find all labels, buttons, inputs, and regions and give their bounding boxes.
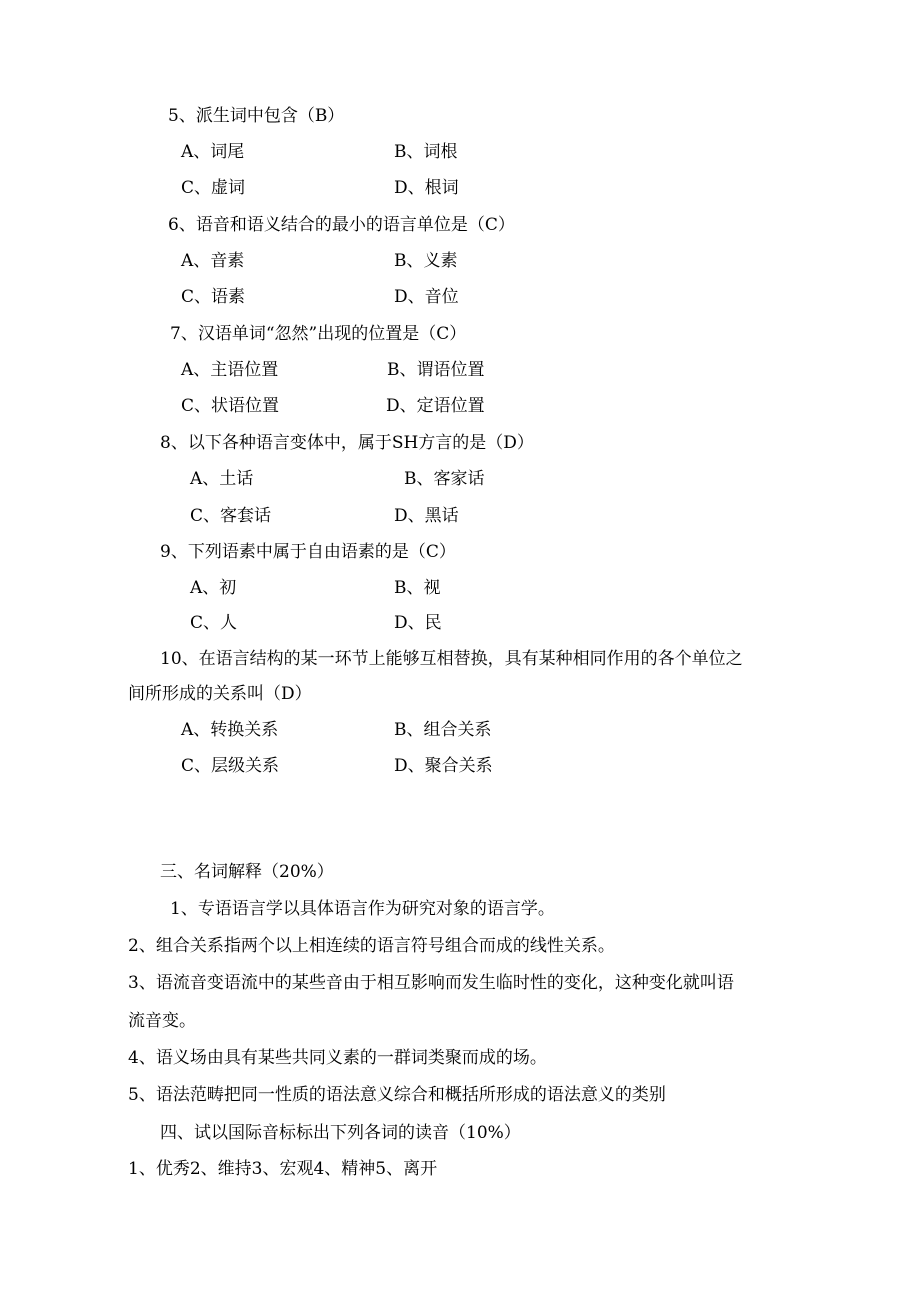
question-6-stem: 6、语音和语义结合的最小的语言单位是（C） xyxy=(168,215,515,235)
question-8-option-a: A、土话 xyxy=(190,469,254,489)
section-3-item-4: 4、语义场由具有某些共同义素的一群词类聚而成的场。 xyxy=(128,1048,547,1068)
question-5-option-b: B、词根 xyxy=(394,142,458,162)
section-4-heading: 四、试以国际音标标出下列各词的读音（10%） xyxy=(160,1123,521,1143)
question-7-option-c: C、状语位置 xyxy=(181,396,280,416)
question-8-option-c: C、客套话 xyxy=(190,506,272,526)
question-9-option-c: C、人 xyxy=(190,613,238,633)
question-10-stem-line2: 间所形成的关系叫（D） xyxy=(128,684,312,704)
question-7-option-d: D、定语位置 xyxy=(386,396,485,416)
question-9-stem: 9、下列语素中属于自由语素的是（C） xyxy=(160,542,456,562)
question-6-option-b: B、义素 xyxy=(394,251,458,271)
question-8-option-d: D、黑话 xyxy=(394,506,459,526)
question-5-option-d: D、根词 xyxy=(394,178,459,198)
question-8-option-b: B、客家话 xyxy=(404,469,485,489)
question-6-option-a: A、音素 xyxy=(181,251,245,271)
question-9-option-d: D、民 xyxy=(394,613,442,633)
question-5-option-a: A、词尾 xyxy=(181,142,245,162)
question-6-option-c: C、语素 xyxy=(181,287,246,307)
question-10-option-b: B、组合关系 xyxy=(394,720,492,740)
question-10-stem-line1: 10、在语言结构的某一环节上能够互相替换，具有某种相同作用的各个单位之 xyxy=(160,649,743,669)
question-6-option-d: D、音位 xyxy=(394,287,459,307)
question-5-option-c: C、虚词 xyxy=(181,178,246,198)
question-7-option-b: B、谓语位置 xyxy=(387,360,485,380)
question-9-option-b: B、视 xyxy=(394,578,441,598)
section-4-items: 1、优秀2、维持3、宏观4、精神5、离开 xyxy=(128,1159,438,1179)
question-7-stem: 7、汉语单词“忽然”出现的位置是（C） xyxy=(170,324,467,344)
section-3-heading: 三、名词解释（20%） xyxy=(160,862,334,882)
question-10-option-c: C、层级关系 xyxy=(181,756,280,776)
question-10-option-a: A、转换关系 xyxy=(181,720,279,740)
section-3-item-1: 1、专语语言学以具体语言作为研究对象的语言学。 xyxy=(170,899,555,919)
section-3-item-5: 5、语法范畴把同一性质的语法意义综合和概括所形成的语法意义的类别 xyxy=(128,1085,666,1105)
section-3-item-3-line1: 3、语流音变语流中的某些音由于相互影响而发生临时性的变化，这种变化就叫语 xyxy=(128,973,734,993)
section-3-item-3-line2: 流音变。 xyxy=(128,1011,196,1031)
question-5-stem: 5、派生词中包含（B） xyxy=(168,106,345,126)
question-8-stem: 8、以下各种语言变体中，属于SH方言的是（D） xyxy=(160,433,534,453)
question-10-option-d: D、聚合关系 xyxy=(394,756,493,776)
section-3-item-2: 2、组合关系指两个以上相连续的语言符号组合而成的线性关系。 xyxy=(128,936,615,956)
question-7-option-a: A、主语位置 xyxy=(181,360,279,380)
question-9-option-a: A、初 xyxy=(190,578,237,598)
